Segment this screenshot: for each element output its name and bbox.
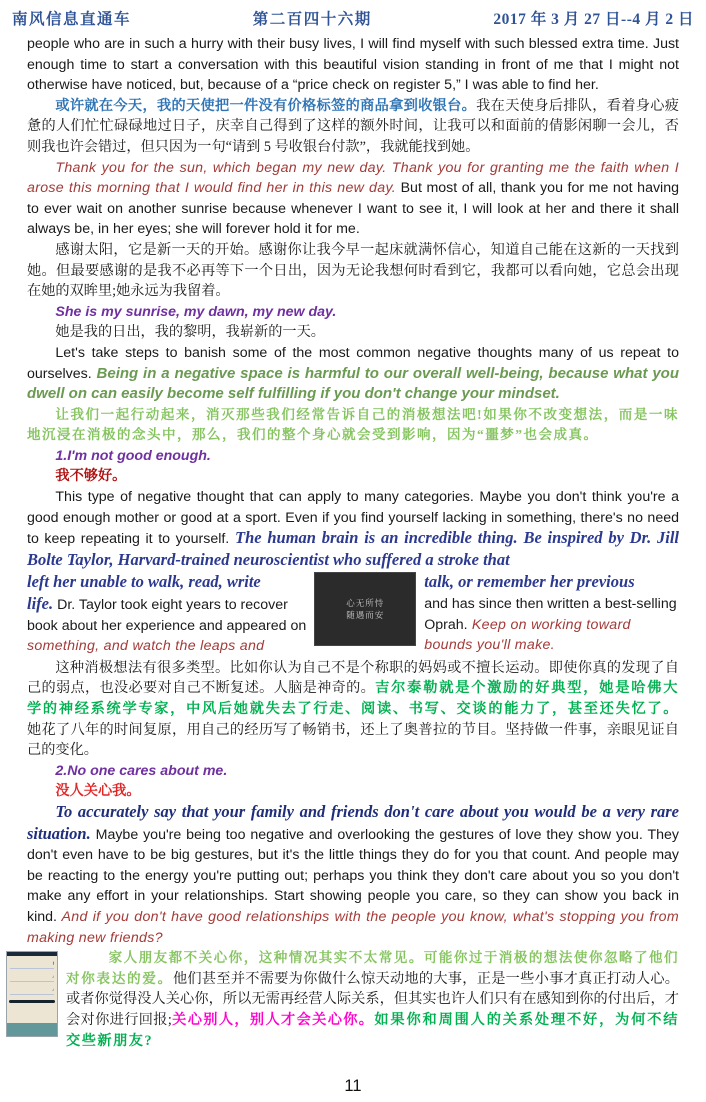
notepad-photo (6, 951, 58, 1037)
segment-thanks-black: But most of all, thank you for me not having to ever wait on another sunrise because whenever I want to see it, I will look at her and there it shall always be, in her eyes; she will forever hold it for me. (27, 180, 679, 238)
segment-wrap-l4: something, and watch the leaps and (27, 638, 265, 655)
wrap-right-column (424, 572, 679, 655)
newsletter-title: 南风信息直通车 (12, 11, 132, 28)
page-header (0, 0, 706, 31)
segment-sunrise-purple: She is my sunrise, my dawn, my new day. (55, 303, 337, 320)
segment-brain-blue: The human brain is an incredible thing. Be inspired by Dr. Jill Bolte Taylor, Harvard-trained neuroscientist who suffered a stroke that (27, 528, 679, 569)
heading-no-one-cares-en (27, 761, 679, 782)
notepad-photo-bottom-strip (7, 1023, 57, 1036)
line-sunrise-en (27, 302, 679, 323)
segment-cn-thanks: 感谢太阳，它是新一天的开始。感谢你让我今早一起床就满怀信心，知道自己能在这新的一天找到她。但最要感谢的是我不必再等下一个日出，因为无论我想何时看到它，我都可以看向她，它总会出现在她的双眸里;她永远为我留着。 (27, 241, 679, 300)
segment-steps-black: Let's take steps to banish some of the most common negative thoughts many of us repeat to ourselves. (27, 344, 679, 382)
segment-wrap-r4: bounds you'll make. (424, 637, 555, 654)
segment-heading1-red: 我不够好。 (55, 468, 127, 485)
segment-wrap-l3: book about her experience and appeared on (27, 617, 307, 634)
notepad-line-1 (10, 959, 54, 969)
segment-angel-black: 我在天使身后排队，看着身心疲惫的人们忙忙碌碌地过日子，庆幸自己得到了这样的额外时间，让我可以和面前的倩影闲聊一会儿，否则我也许会错过，但只因为一句“请到 5 号收银台付款”，我就能找到她。 (27, 97, 679, 155)
segment-types-black2: 她花了八年的时间复原，用自己的经历写了畅销书，还上了奥普拉的节目。坚持做一件事，亲眼见证自己的变化。 (27, 721, 679, 759)
para-en-thanks (27, 158, 679, 240)
segment-negative-black: This type of negative thought that can apply to many categories. Maybe you don't think you're a good enough mother or good at a sport. Even if you find yourself lacking in something, there's no need to keep repeating it to yourself. (27, 489, 679, 548)
segment-wrap-r3-maroon: Keep on working toward (467, 616, 631, 633)
segment-wrap-l1: left her unable to walk, read, write (27, 572, 261, 592)
pen-icon (9, 1000, 55, 1003)
segment-steps-green: Being in a negative space is harmful to our overall well-being, because what you dwell on can easily become self fulfilling if you don't change your mindset. (27, 364, 679, 403)
issue-number: 第二百四十六期 (252, 11, 372, 28)
para-take-steps (27, 343, 679, 405)
date-range: 2017 年 3 月 27 日--4 月 2 日 (493, 11, 694, 28)
segment-family-black: Maybe you're being too negative and overlooking the gestures of love they show you. They don't even have to be big gestures, but it's the little things they do for you that count. And people may be reacting to the energy you're putting out; perhaps you think they don't care about you so you don't make any effort in your relationships. Start showing people you care, so they can show you back in kind. (27, 826, 679, 925)
segment-heading1-purple: 1.I'm not good enough. (55, 447, 211, 464)
wrap-section (27, 572, 679, 656)
segment-thanks-maroon: Thank you for the sun, which began my new day. Thank you for granting me the faith when I arose this morning that I would find her in this new day. (27, 159, 679, 197)
para-cn-types (27, 658, 679, 761)
quote-image-text-line1: 心无所恃 (346, 597, 385, 608)
segment-wrap-r2: and has since then written a best-selling (424, 596, 677, 613)
notepad-photo-top-edge (7, 952, 57, 956)
para-cn-angel (27, 96, 679, 158)
segment-types-green: 吉尔泰勒就是个激励的好典型，她是哈佛大学的神经系统学专家，中风后她就失去了行走、阅读、书写、交谈的能力了，甚至还失忆了。 (27, 680, 679, 717)
para-english-intro (27, 34, 679, 96)
segment-wrap-r3-black: Oprah. (424, 616, 468, 633)
segment-family-navy: To accurately say that your family and friends don't care about you would be a very rare situation. (27, 801, 679, 843)
segment-types-black1: 这种消极想法有很多类型。比如你认为自己不是个称职的妈妈或不擅长运动。即使你真的发现了自己的弱点，也没必要对自己不断复述。人脑是神奇的。 (27, 659, 679, 697)
para-cn-action (27, 405, 679, 446)
heading-not-good-enough-cn (27, 466, 679, 487)
segment-cnfamily-green: 如果你和周围人的关系处理不好，为何不结交些新朋友? (66, 1011, 679, 1049)
segment-heading2-red: 没人关心我。 (55, 783, 141, 800)
segment-cnfamily-magenta: 关心别人，别人才会关心你。 (171, 1011, 375, 1028)
segment-angel-blue: 或许就在今天，我的天使把一件没有价格标签的商品拿到收银台。 (55, 97, 477, 114)
segment-wrap-l2-blue: life. (27, 594, 54, 614)
wrap-left-column (27, 572, 306, 656)
para-cn-family (6, 948, 679, 1051)
quote-image-text-line2: 随遇而安 (346, 610, 385, 621)
notepad-line-3 (10, 985, 54, 995)
line-sunrise-cn (27, 322, 679, 343)
heading-not-good-enough-en (27, 446, 679, 467)
para-family-friends (27, 802, 679, 948)
segment-intro-black: people who are in such a hurry with their busy lives, I will find myself with such blessed extra time. Just enough time to start a conversation with this beautiful vision standing in front of me that I might not otherwise have noticed, but, because of a “price check on register 5,” I was able to find her. (27, 36, 679, 94)
segment-cnfamily-lightgreen: 家人朋友都不关心你，这种情况其实不太常见。可能你过于消极的想法使你忽略了他们对你表达的爱。 (66, 950, 679, 986)
segment-sunrise-cn: 她是我的日出，我的黎明，我崭新的一天。 (55, 324, 325, 341)
segment-action-lightgreen: 让我们一起行动起来，消灭那些我们经常告诉自己的消极想法吧!如果你不改变想法，而是一味地沉浸在消极的念头中，那么，我们的整个身心就会受到影响，因为“噩梦”也会成真。 (27, 406, 679, 443)
para-negative-thought (27, 487, 679, 571)
segment-wrap-l2-black: Dr. Taylor took eight years to recover (53, 597, 288, 614)
page-content (0, 31, 706, 1051)
page-number: 11 (344, 1077, 362, 1095)
para-cn-thanks (27, 240, 679, 302)
segment-heading2-purple: 2.No one cares about me. (55, 762, 228, 779)
notepad-line-2 (10, 972, 54, 982)
quote-image (314, 572, 416, 646)
heading-no-one-cares-cn (27, 781, 679, 802)
segment-wrap-r1: talk, or remember her previous (424, 572, 635, 592)
segment-cnfamily-black: 他们甚至并不需要为你做什么惊天动地的大事，正是一些小事才真正打动人心。或者你觉得没人关心你，所以无需再经营人际关系，但其实也许人们只有在感知到你的付出后，才会对你进行回报; (66, 970, 679, 1028)
segment-family-maroon: And if you don't have good relationships with the people you know, what's stopping you from making new friends? (27, 908, 679, 946)
